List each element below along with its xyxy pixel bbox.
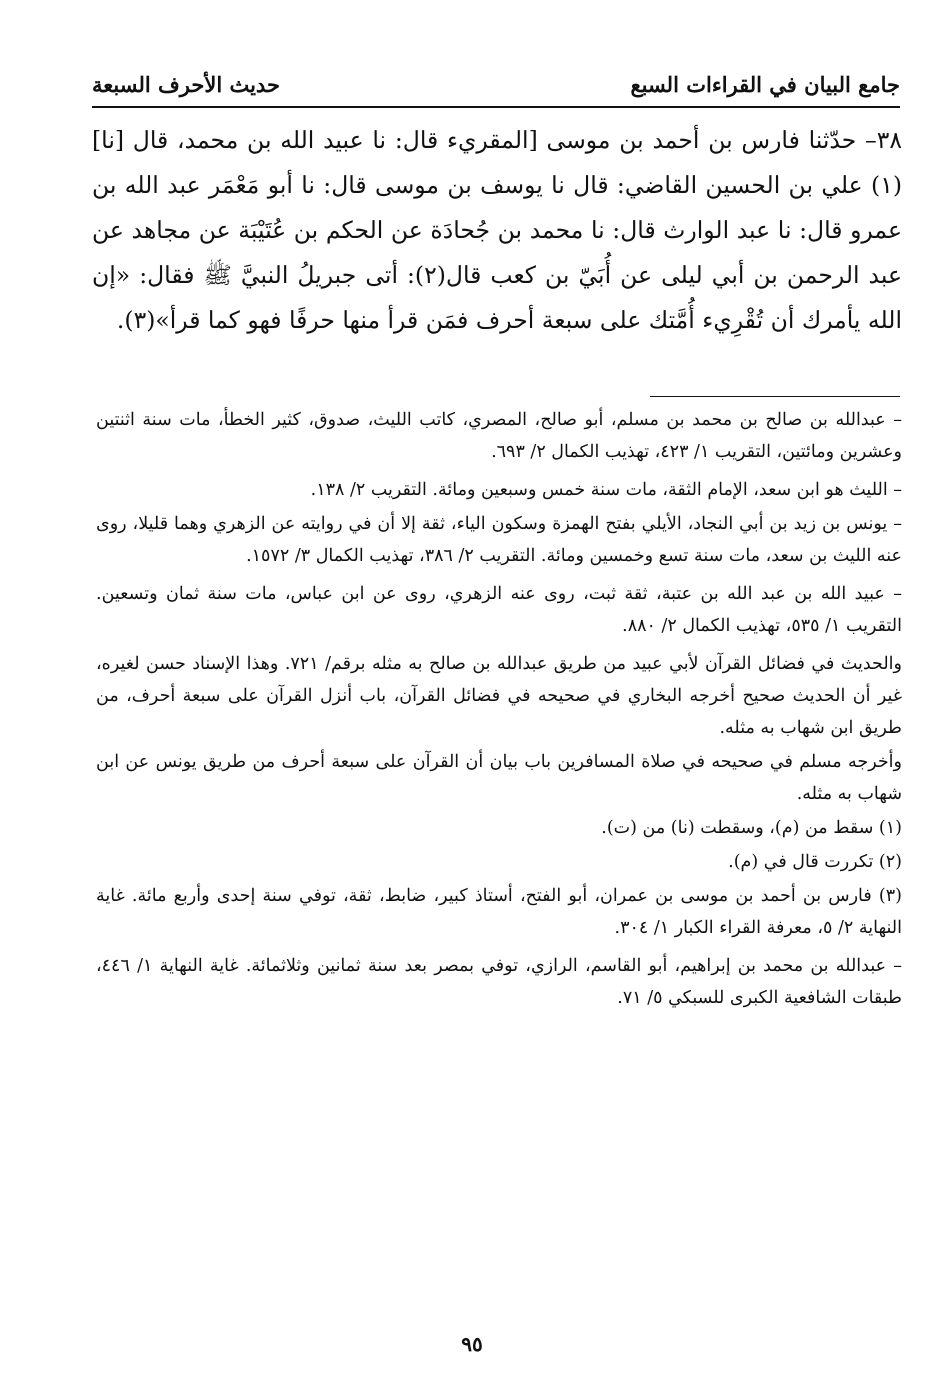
footnote-2: (٢) تكررت قال في (م). xyxy=(728,852,902,872)
hadith-text xyxy=(92,118,902,343)
footnote-separator xyxy=(650,396,900,397)
footnote-3: (٣) فارس بن أحمد بن موسى بن عمران، أبو الفتح، أستاذ كبير، ضابط، ثقة، توفي سنة إحدى وأربع مائة. غاية النهاية ٢/ ٥، معرفة القراء الكبار ١/ ٣٠٤. xyxy=(96,886,902,938)
footnote-narrator-abdullah-bin-muhammad: – عبدالله بن محمد بن إبراهيم، أبو القاسم، الرازي، توفي بمصر بعد سنة ثمانين وثلاثمائة. غاية النهاية ١/ ٤٤٦، طبقات الشافعية الكبرى للسبكي ٥/ ٧١. xyxy=(96,956,902,1008)
page-number: ٩٥ xyxy=(461,1332,483,1356)
hadith-paragraph: ٣٨– حدّثنا فارس بن أحمد بن موسى [المقريء قال: نا عبيد الله بن محمد، قال [نا](١) علي بن الحسين القاضي: قال نا يوسف بن موسى قال: نا أبو مَعْمَر عبد الله بن عمرو قال: نا عبد الوارث قال: نا محمد بن جُحادَة عن الحكم بن عُتَيْبَة عن مجاهد عن عبد الرحمن بن أبي ليلى عن أُبَيّ بن كعب قال(٢): أتى جبريلُ النبيَّ ﷺ فقال: «إن الله يأمرك أن تُقْرِيء أُمَّتك على سبعة أحرف فمَن قرأ منها حرفًا فهو كما قرأ»(٣). xyxy=(92,126,902,334)
footnote-narrator-abdullah-bin-salih: – عبدالله بن صالح بن محمد بن مسلم، أبو صالح، المصري، كاتب الليث، صدوق، كثير الخطأ، مات سنة اثنتين وعشرين ومائتين، التقريب ١/ ٤٢٣، تهذيب الكمال ٢/ ٦٩٣. xyxy=(96,410,902,462)
chapter-title: حديث الأحرف السبعة xyxy=(92,72,280,97)
running-header xyxy=(92,66,900,102)
footnote-takhrij-abu-ubayd: والحديث في فضائل القرآن لأبي عبيد من طريق عبدالله بن صالح به مثله برقم/ ٧٢١. وهذا الإسناد حسن لغيره، غير أن الحديث صحيح أخرجه البخاري في صحيحه في فضائل القرآن، باب أنزل القرآن على سبعة أحرف، من طريق ابن شهاب به مثله. xyxy=(96,654,902,738)
footnote-narrator-ubaydullah: – عبيد الله بن عبد الله بن عتبة، ثقة ثبت، روى عنه الزهري، روى عن ابن عباس، مات سنة ثمان وتسعين. التقريب ١/ ٥٣٥، تهذيب الكمال ٢/ ٨٨٠. xyxy=(96,584,902,636)
footnote-takhrij-muslim: وأخرجه مسلم في صحيحه في صلاة المسافرين باب بيان أن القرآن على سبعة أحرف من طريق يونس عن ابن شهاب به مثله. xyxy=(96,752,902,804)
header-divider xyxy=(92,106,900,108)
footnote-narrator-yunus: – يونس بن زيد بن أبي النجاد، الأيلي بفتح الهمزة وسكون الياء، ثقة إلا أن في روايته عن الزهري وهما قليلا، روى عنه الليث بن سعد، مات سنة تسع وخمسين ومائة. التقريب ٢/ ٣٨٦، تهذيب الكمال ٣/ ١٥٧٢. xyxy=(96,514,902,566)
footnote-narrator-al-layth: – الليث هو ابن سعد، الإمام الثقة، مات سنة خمس وسبعين ومائة. التقريب ٢/ ١٣٨. xyxy=(310,480,902,500)
footnote-1: (١) سقط من (م)، وسقطت (نا) من (ت). xyxy=(601,818,902,838)
footnotes xyxy=(96,404,902,1020)
book-title: جامع البيان في القراءات السبع xyxy=(630,72,900,97)
